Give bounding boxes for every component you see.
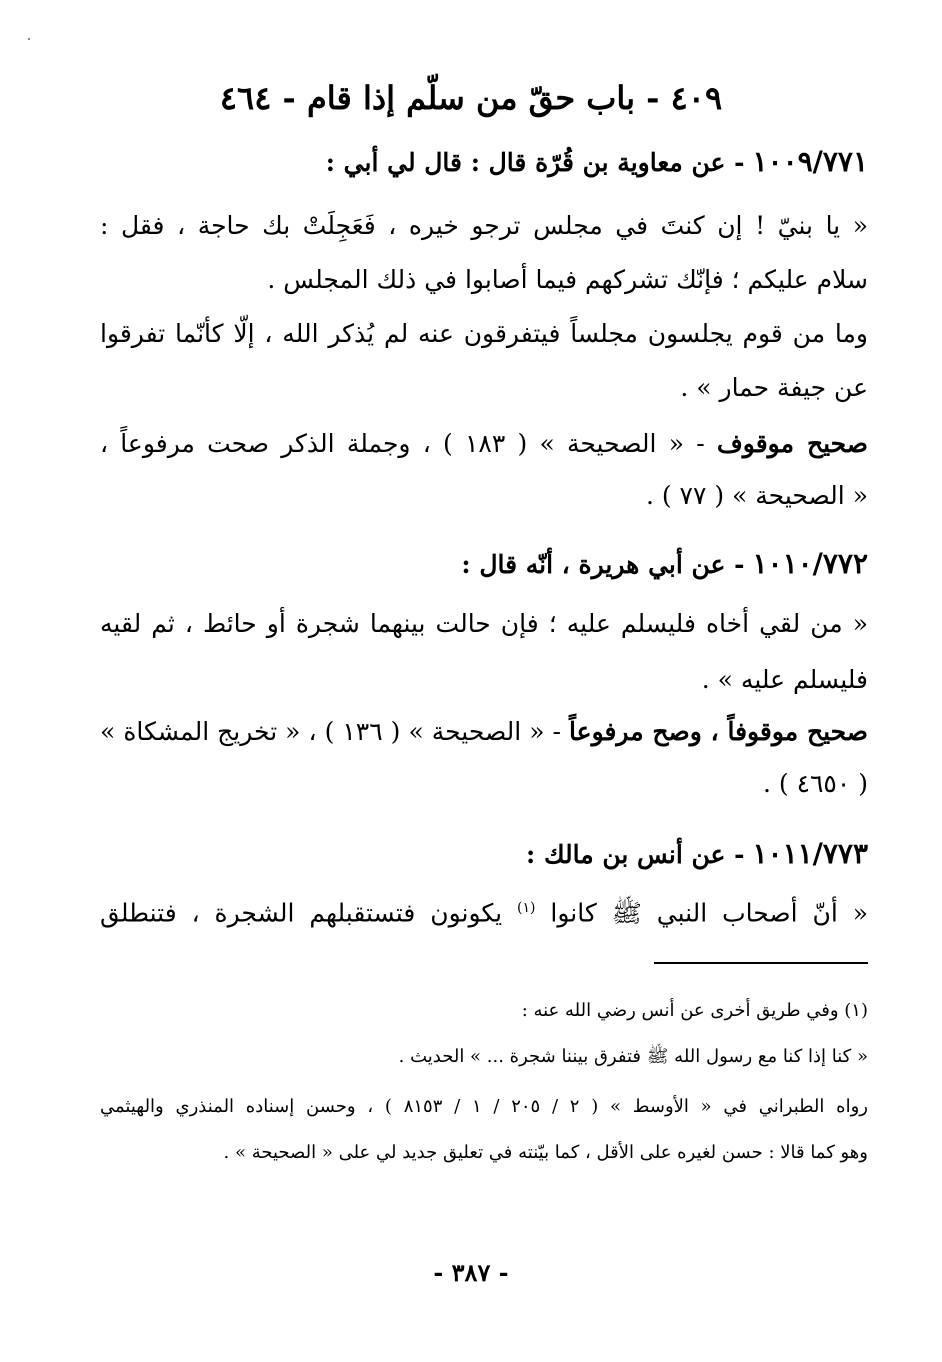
hadith-number: ١٠١١/٧٧٣ <box>752 837 868 870</box>
footnote-line: وهو كما قالا : حسن لغيره على الأقل ، كما بيّنته في تعليق جديد لي على « الصحيحة » . <box>223 1142 868 1163</box>
footnote-marker: (١) <box>517 900 536 916</box>
hadith-text-line <box>100 888 868 933</box>
hadith-number: ١٠٠٩/٧٧١ <box>752 145 868 178</box>
hadith-text-line: سلام عليكم ؛ فإنّك تشركهم فيما أصابوا في ذلك المجلس . <box>267 265 868 294</box>
page-number: - ٣٨٧ - <box>433 1258 509 1287</box>
footnote-line: (١) وفي طريق أخرى عن أنس رضي الله عنه : <box>521 1000 868 1021</box>
hadith-heading <box>100 834 868 875</box>
hadith-intro: - عن أنس بن مالك : <box>526 840 745 869</box>
scan-speck <box>28 38 30 40</box>
hadith-text-line: وما من قوم يجلسون مجلساً فيتفرقون عنه لم يُذكر الله ، إلّا كأنّما تفرقوا <box>100 319 868 348</box>
hadith-grade <box>100 712 868 752</box>
footnote-line: « كنا إذا كنا مع رسول الله ﷺ فتفرق بيننا شجرة ... » الحديث . <box>398 1046 868 1067</box>
hadith-number: ١٠١٠/٧٧٢ <box>752 547 868 580</box>
footnote-line: رواه الطبراني في « الأوسط » ( ٢ / ٢٠٥ / ١ / ٨١٥٣ ) ، وحسن إسناده المنذري والهيثمي <box>100 1096 868 1117</box>
hadith-intro: - عن معاوية بن قُرّة قال : قال لي أبي : <box>325 148 745 177</box>
grade-label: صحيح موقوفاً ، وصح مرفوعاً <box>569 717 869 746</box>
grade-label: صحيح موقوف <box>716 429 869 458</box>
hadith-text-line: فليسلم عليه » . <box>701 665 868 694</box>
hadith-text-line: عن جيفة حمار » . <box>680 373 868 402</box>
chapter-title: ٤٠٩ - باب حقّ من سلّم إذا قام - ٤٦٤ <box>219 79 723 117</box>
grade-reference-cont: ( ٤٦٥٠ ) . <box>762 769 868 798</box>
grade-reference: - « الصحيحة » ( ١٣٦ ) ، « تخريج المشكاة » <box>100 717 570 746</box>
grade-reference: - « الصحيحة » ( ١٨٣ ) ، وجملة الذكر صحت مرفوعاً ، <box>100 429 717 458</box>
hadith-text-line: « من لقي أخاه فليسلم عليه ؛ فإن حالت بينهما شجرة أو حائط ، ثم لقيه <box>100 609 868 638</box>
grade-reference-cont: « الصحيحة » ( ٧٧ ) . <box>645 481 868 510</box>
hadith-text-part: « أنّ أصحاب النبي ﷺ كانوا <box>550 898 868 928</box>
hadith-text-part: يكونون فتستقبلهم الشجرة ، فتنطلق <box>100 898 503 928</box>
hadith-text-line: « يا بنيّ ! إن كنتَ في مجلس ترجو خيره ، فَعَجِلَتْ بك حاجة ، فقل : <box>100 211 868 240</box>
hadith-intro: - عن أبي هريرة ، أنّه قال : <box>461 550 745 579</box>
hadith-heading <box>100 544 868 585</box>
footnote-separator <box>654 962 868 964</box>
hadith-heading <box>100 142 868 183</box>
hadith-grade <box>100 424 868 464</box>
